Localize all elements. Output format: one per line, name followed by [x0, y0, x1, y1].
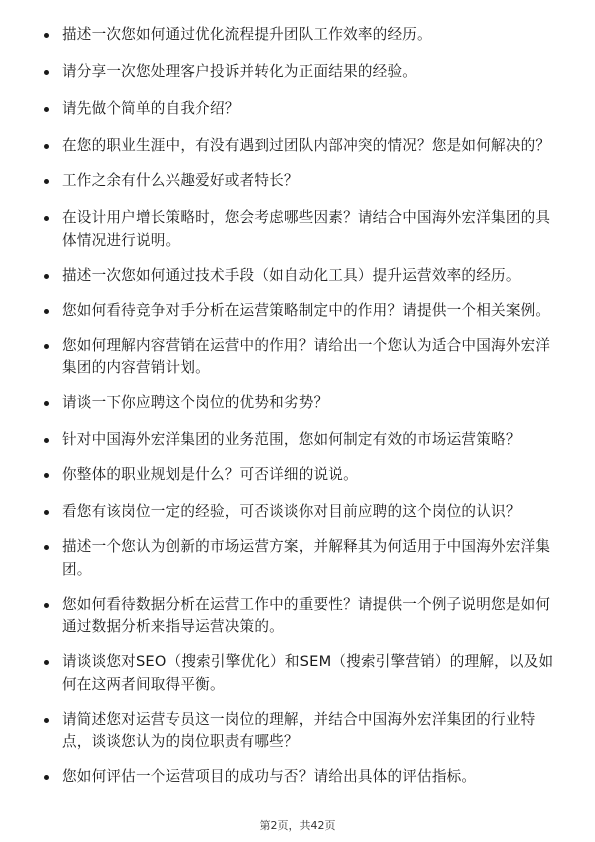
- bullet-icon: [44, 438, 49, 443]
- question-text: 工作之余有什么兴趣爱好或者特长？: [62, 172, 299, 189]
- question-text: 您如何理解内容营销在运营中的作用？请给出一个您认为适合中国海外宏洋集团的内容营销计划。: [62, 336, 551, 376]
- bullet-icon: [44, 216, 49, 221]
- question-text: 你整体的职业规划是什么？可否详细的说说。: [62, 466, 358, 483]
- question-text: 请谈谈您对SEO（搜索引擎优化）和SEM（搜索引擎营销）的理解，以及如何在这两者间取得平衡。: [62, 653, 554, 693]
- question-text: 在设计用户增长策略时，您会考虑哪些因素？请结合中国海外宏洋集团的具体情况进行说明。: [62, 209, 551, 249]
- question-text: 请分享一次您处理客户投诉并转化为正面结果的经验。: [62, 63, 418, 80]
- question-text: 您如何看待竞争对手分析在运营策略制定中的作用？请提供一个相关案例。: [62, 301, 551, 319]
- list-item: [40, 24, 555, 47]
- list-item: [40, 135, 555, 158]
- list-item: [40, 651, 555, 696]
- bullet-icon: [44, 309, 49, 314]
- bullet-icon: [44, 510, 49, 515]
- bullet-icon: [44, 718, 49, 723]
- page-number: 第2页，共42页: [259, 819, 336, 832]
- question-text: 请先做个简单的自我介绍？: [62, 100, 240, 117]
- list-item: [40, 265, 555, 288]
- bullet-icon: [44, 660, 49, 665]
- bullet-icon: [44, 775, 49, 780]
- list-item: [40, 536, 555, 581]
- bullet-icon: [44, 473, 49, 478]
- bullet-icon: [44, 33, 49, 38]
- list-item: [40, 300, 555, 323]
- question-text: 您如何评估一个运营项目的成功与否？请给出具体的评估指标。: [62, 768, 477, 785]
- bullet-icon: [44, 603, 49, 608]
- list-item: [40, 61, 555, 84]
- list-item: [40, 709, 555, 754]
- list-item: [40, 170, 555, 193]
- bullet-icon: [44, 545, 49, 550]
- list-item: [40, 501, 555, 524]
- question-list: [40, 24, 555, 803]
- bullet-icon: [44, 274, 49, 279]
- list-item: [40, 207, 555, 252]
- question-text: 您如何看待数据分析在运营工作中的重要性？请提供一个例子说明您是如何通过数据分析来指导运营决策的。: [62, 595, 551, 635]
- bullet-icon: [44, 144, 49, 149]
- bullet-icon: [44, 401, 49, 406]
- question-text: 描述一次您如何通过优化流程提升团队工作效率的经历。: [62, 26, 432, 43]
- list-item: [40, 594, 555, 639]
- question-text: 看您有该岗位一定的经验，可否谈谈你对目前应聘的这个岗位的认识？: [62, 503, 521, 520]
- bullet-icon: [44, 107, 49, 112]
- question-text: 描述一次您如何通过技术手段（如自动化工具）提升运营效率的经历。: [62, 266, 521, 284]
- bullet-icon: [44, 179, 49, 184]
- bullet-icon: [44, 344, 49, 349]
- list-item: [40, 464, 555, 487]
- bullet-icon: [44, 70, 49, 75]
- list-item: [40, 335, 555, 380]
- list-item: [40, 429, 555, 452]
- question-text: 描述一个您认为创新的市场运营方案，并解释其为何适用于中国海外宏洋集团。: [62, 538, 551, 578]
- list-item: [40, 98, 555, 121]
- question-text: 请简述您对运营专员这一岗位的理解，并结合中国海外宏洋集团的行业特点，谈谈您认为的岗位职责有哪些？: [62, 710, 536, 750]
- list-item: [40, 392, 555, 415]
- question-text: 在您的职业生涯中，有没有遇到过团队内部冲突的情况？您是如何解决的？: [62, 137, 551, 154]
- question-text: 针对中国海外宏洋集团的业务范围，您如何制定有效的市场运营策略？: [62, 431, 521, 448]
- question-text: 请谈一下你应聘这个岗位的优势和劣势？: [62, 394, 329, 411]
- list-item: [40, 766, 555, 789]
